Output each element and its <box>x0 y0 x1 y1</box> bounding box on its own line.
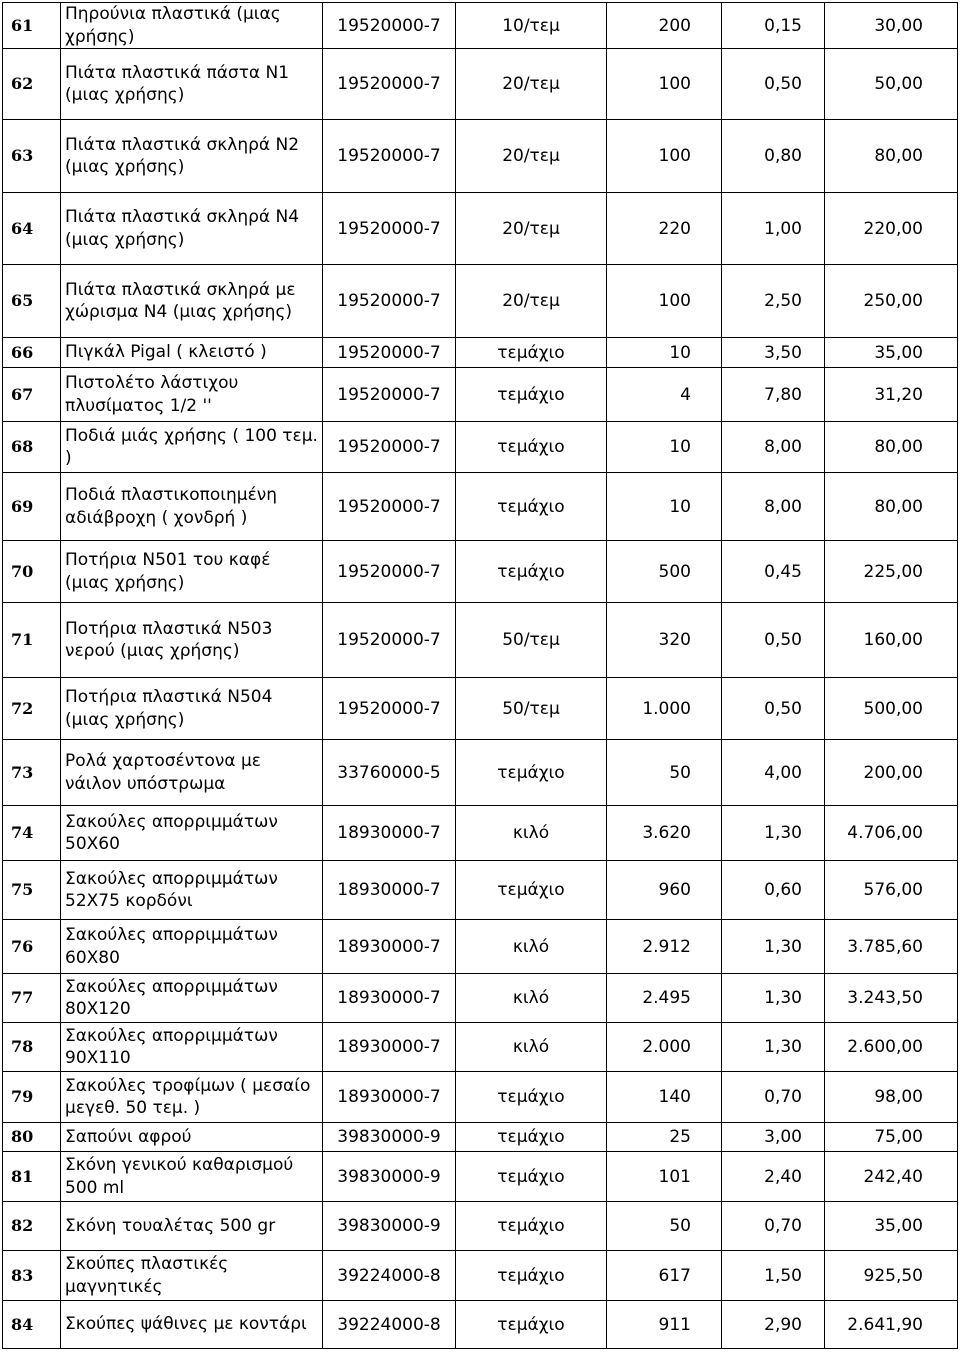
item-description: Ποτήρια πλαστικά Ν503 νερού (μιας χρήσης) <box>61 603 323 678</box>
table-row <box>3 1123 958 1152</box>
item-quantity: 100 <box>607 265 722 338</box>
item-description: Ρολά χαρτοσέντονα με νάιλον υπόστρωμα <box>61 740 323 806</box>
item-quantity: 10 <box>607 473 722 541</box>
item-unit-price: 8,00 <box>722 422 825 473</box>
table-row <box>3 1152 958 1202</box>
item-cpv-code: 39224000-8 <box>323 1301 456 1349</box>
item-number: 67 <box>3 368 61 422</box>
item-description: Σακούλες απορριμμάτων 90Χ110 <box>61 1023 323 1072</box>
item-cpv-code: 18930000-7 <box>323 861 456 920</box>
item-total: 80,00 <box>825 120 958 193</box>
table-row <box>3 974 958 1023</box>
item-description: Ποδιά μιάς χρήσης ( 100 τεμ. ) <box>61 422 323 473</box>
item-unit-price: 1,30 <box>722 806 825 861</box>
item-unit: 20/τεμ <box>456 193 607 265</box>
item-cpv-code: 19520000-7 <box>323 49 456 120</box>
table-row <box>3 806 958 861</box>
item-unit: τεμάχιο <box>456 1123 607 1152</box>
item-description: Ποδιά πλαστικοποιημένη αδιάβροχη ( χονδρή ) <box>61 473 323 541</box>
item-cpv-code: 18930000-7 <box>323 1072 456 1123</box>
table-row <box>3 740 958 806</box>
item-quantity: 2.912 <box>607 920 722 974</box>
item-number: 70 <box>3 541 61 603</box>
item-total: 4.706,00 <box>825 806 958 861</box>
item-cpv-code: 18930000-7 <box>323 806 456 861</box>
item-unit: κιλό <box>456 806 607 861</box>
table-row <box>3 678 958 740</box>
item-cpv-code: 19520000-7 <box>323 193 456 265</box>
item-unit: κιλό <box>456 974 607 1023</box>
item-number: 79 <box>3 1072 61 1123</box>
table-row <box>3 920 958 974</box>
table-row <box>3 338 958 368</box>
item-unit-price: 2,90 <box>722 1301 825 1349</box>
item-description: Πιάτα πλαστικά σκληρά Ν4 (μιας χρήσης) <box>61 193 323 265</box>
item-unit: 20/τεμ <box>456 120 607 193</box>
item-quantity: 617 <box>607 1251 722 1301</box>
item-unit-price: 3,00 <box>722 1123 825 1152</box>
item-description: Ποτήρια Ν501 του καφέ (μιας χρήσης) <box>61 541 323 603</box>
item-number: 64 <box>3 193 61 265</box>
item-quantity: 2.000 <box>607 1023 722 1072</box>
item-unit: 50/τεμ <box>456 603 607 678</box>
item-total: 220,00 <box>825 193 958 265</box>
item-quantity: 3.620 <box>607 806 722 861</box>
item-cpv-code: 19520000-7 <box>323 265 456 338</box>
item-cpv-code: 19520000-7 <box>323 3 456 49</box>
item-number: 62 <box>3 49 61 120</box>
item-unit: τεμάχιο <box>456 740 607 806</box>
item-quantity: 500 <box>607 541 722 603</box>
item-cpv-code: 19520000-7 <box>323 422 456 473</box>
item-cpv-code: 33760000-5 <box>323 740 456 806</box>
table-row <box>3 193 958 265</box>
item-number: 69 <box>3 473 61 541</box>
item-total: 200,00 <box>825 740 958 806</box>
item-quantity: 50 <box>607 1202 722 1251</box>
item-number: 82 <box>3 1202 61 1251</box>
item-total: 80,00 <box>825 473 958 541</box>
item-cpv-code: 39830000-9 <box>323 1123 456 1152</box>
item-number: 61 <box>3 3 61 49</box>
item-description: Σακούλες απορριμμάτων 60Χ80 <box>61 920 323 974</box>
table-row <box>3 1301 958 1349</box>
item-unit: 20/τεμ <box>456 265 607 338</box>
table-row <box>3 1202 958 1251</box>
item-cpv-code: 18930000-7 <box>323 974 456 1023</box>
item-cpv-code: 19520000-7 <box>323 338 456 368</box>
item-quantity: 101 <box>607 1152 722 1202</box>
item-unit-price: 8,00 <box>722 473 825 541</box>
item-quantity: 10 <box>607 338 722 368</box>
item-description: Πιάτα πλαστικά πάστα Ν1 (μιας χρήσης) <box>61 49 323 120</box>
item-unit-price: 1,50 <box>722 1251 825 1301</box>
item-unit: 20/τεμ <box>456 49 607 120</box>
item-unit: κιλό <box>456 1023 607 1072</box>
item-unit-price: 0,50 <box>722 49 825 120</box>
item-number: 72 <box>3 678 61 740</box>
item-number: 84 <box>3 1301 61 1349</box>
item-cpv-code: 18930000-7 <box>323 920 456 974</box>
item-quantity: 1.000 <box>607 678 722 740</box>
table-row <box>3 265 958 338</box>
table-row <box>3 3 958 49</box>
item-unit-price: 0,50 <box>722 678 825 740</box>
table-row <box>3 541 958 603</box>
item-total: 576,00 <box>825 861 958 920</box>
item-cpv-code: 18930000-7 <box>323 1023 456 1072</box>
item-unit: τεμάχιο <box>456 1301 607 1349</box>
table-row <box>3 120 958 193</box>
table-row <box>3 1023 958 1072</box>
item-total: 35,00 <box>825 1202 958 1251</box>
item-total: 3.785,60 <box>825 920 958 974</box>
item-description: Πιάτα πλαστικά σκληρά Ν2 (μιας χρήσης) <box>61 120 323 193</box>
item-description: Σκόνη γενικού καθαρισμού 500 ml <box>61 1152 323 1202</box>
item-description: Σαπούνι αφρού <box>61 1123 323 1152</box>
item-cpv-code: 19520000-7 <box>323 678 456 740</box>
item-unit-price: 0,80 <box>722 120 825 193</box>
item-number: 77 <box>3 974 61 1023</box>
item-unit: τεμάχιο <box>456 861 607 920</box>
item-unit-price: 1,30 <box>722 1023 825 1072</box>
item-total: 2.600,00 <box>825 1023 958 1072</box>
item-number: 83 <box>3 1251 61 1301</box>
item-unit-price: 0,50 <box>722 603 825 678</box>
item-total: 98,00 <box>825 1072 958 1123</box>
item-total: 30,00 <box>825 3 958 49</box>
item-unit: τεμάχιο <box>456 338 607 368</box>
item-description: Πηρούνια πλαστικά (μιας χρήσης) <box>61 3 323 49</box>
item-number: 78 <box>3 1023 61 1072</box>
item-description: Πιστολέτο λάστιχου πλυσίματος 1/2 '' <box>61 368 323 422</box>
item-total: 500,00 <box>825 678 958 740</box>
item-total: 225,00 <box>825 541 958 603</box>
item-cpv-code: 19520000-7 <box>323 368 456 422</box>
item-unit-price: 0,70 <box>722 1072 825 1123</box>
item-total: 31,20 <box>825 368 958 422</box>
item-quantity: 50 <box>607 740 722 806</box>
item-unit: τεμάχιο <box>456 541 607 603</box>
item-unit: τεμάχιο <box>456 368 607 422</box>
item-cpv-code: 19520000-7 <box>323 603 456 678</box>
item-unit-price: 1,30 <box>722 974 825 1023</box>
item-number: 65 <box>3 265 61 338</box>
items-table <box>2 2 958 1349</box>
item-unit: τεμάχιο <box>456 1202 607 1251</box>
item-total: 75,00 <box>825 1123 958 1152</box>
item-total: 3.243,50 <box>825 974 958 1023</box>
item-description: Σακούλες τροφίμων ( μεσαίο μεγεθ. 50 τεμ. ) <box>61 1072 323 1123</box>
item-unit: τεμάχιο <box>456 473 607 541</box>
item-number: 76 <box>3 920 61 974</box>
table-row <box>3 861 958 920</box>
item-unit: τεμάχιο <box>456 1152 607 1202</box>
item-quantity: 2.495 <box>607 974 722 1023</box>
item-number: 71 <box>3 603 61 678</box>
item-quantity: 911 <box>607 1301 722 1349</box>
item-cpv-code: 19520000-7 <box>323 541 456 603</box>
table-row <box>3 603 958 678</box>
item-unit-price: 7,80 <box>722 368 825 422</box>
table-row <box>3 422 958 473</box>
item-total: 2.641,90 <box>825 1301 958 1349</box>
item-quantity: 10 <box>607 422 722 473</box>
item-quantity: 140 <box>607 1072 722 1123</box>
item-description: Σακούλες απορριμμάτων 80Χ120 <box>61 974 323 1023</box>
item-unit-price: 3,50 <box>722 338 825 368</box>
item-number: 63 <box>3 120 61 193</box>
item-unit-price: 1,30 <box>722 920 825 974</box>
item-total: 35,00 <box>825 338 958 368</box>
item-unit: τεμάχιο <box>456 422 607 473</box>
item-unit-price: 1,00 <box>722 193 825 265</box>
item-unit-price: 0,70 <box>722 1202 825 1251</box>
item-unit: 50/τεμ <box>456 678 607 740</box>
item-quantity: 320 <box>607 603 722 678</box>
table-row <box>3 1072 958 1123</box>
item-description: Σκούπες ψάθινες με κοντάρι <box>61 1301 323 1349</box>
item-quantity: 100 <box>607 120 722 193</box>
item-cpv-code: 19520000-7 <box>323 473 456 541</box>
item-unit-price: 0,60 <box>722 861 825 920</box>
item-number: 80 <box>3 1123 61 1152</box>
item-quantity: 220 <box>607 193 722 265</box>
item-number: 75 <box>3 861 61 920</box>
item-quantity: 4 <box>607 368 722 422</box>
item-unit: τεμάχιο <box>456 1251 607 1301</box>
table-row <box>3 1251 958 1301</box>
item-unit-price: 2,40 <box>722 1152 825 1202</box>
item-unit: κιλό <box>456 920 607 974</box>
item-unit-price: 4,00 <box>722 740 825 806</box>
item-unit: 10/τεμ <box>456 3 607 49</box>
table-row <box>3 368 958 422</box>
item-unit-price: 2,50 <box>722 265 825 338</box>
table-row <box>3 473 958 541</box>
item-cpv-code: 39830000-9 <box>323 1152 456 1202</box>
item-total: 160,00 <box>825 603 958 678</box>
item-unit: τεμάχιο <box>456 1072 607 1123</box>
item-cpv-code: 39224000-8 <box>323 1251 456 1301</box>
item-description: Πιγκάλ Pigal ( κλειστό ) <box>61 338 323 368</box>
item-quantity: 960 <box>607 861 722 920</box>
item-total: 250,00 <box>825 265 958 338</box>
item-quantity: 25 <box>607 1123 722 1152</box>
item-number: 66 <box>3 338 61 368</box>
item-total: 80,00 <box>825 422 958 473</box>
item-quantity: 200 <box>607 3 722 49</box>
item-unit-price: 0,15 <box>722 3 825 49</box>
item-total: 242,40 <box>825 1152 958 1202</box>
item-cpv-code: 19520000-7 <box>323 120 456 193</box>
item-quantity: 100 <box>607 49 722 120</box>
item-description: Ποτήρια πλαστικά Ν504 (μιας χρήσης) <box>61 678 323 740</box>
item-number: 81 <box>3 1152 61 1202</box>
item-description: Πιάτα πλαστικά σκληρά με χώρισμα Ν4 (μιας χρήσης) <box>61 265 323 338</box>
item-description: Σκούπες πλαστικές μαγνητικές <box>61 1251 323 1301</box>
item-number: 73 <box>3 740 61 806</box>
item-total: 50,00 <box>825 49 958 120</box>
item-cpv-code: 39830000-9 <box>323 1202 456 1251</box>
item-description: Σακούλες απορριμμάτων 52Χ75 κορδόνι <box>61 861 323 920</box>
item-unit-price: 0,45 <box>722 541 825 603</box>
item-description: Σκόνη τουαλέτας 500 gr <box>61 1202 323 1251</box>
item-description: Σακούλες απορριμμάτων 50Χ60 <box>61 806 323 861</box>
item-number: 68 <box>3 422 61 473</box>
item-number: 74 <box>3 806 61 861</box>
item-total: 925,50 <box>825 1251 958 1301</box>
table-row <box>3 49 958 120</box>
